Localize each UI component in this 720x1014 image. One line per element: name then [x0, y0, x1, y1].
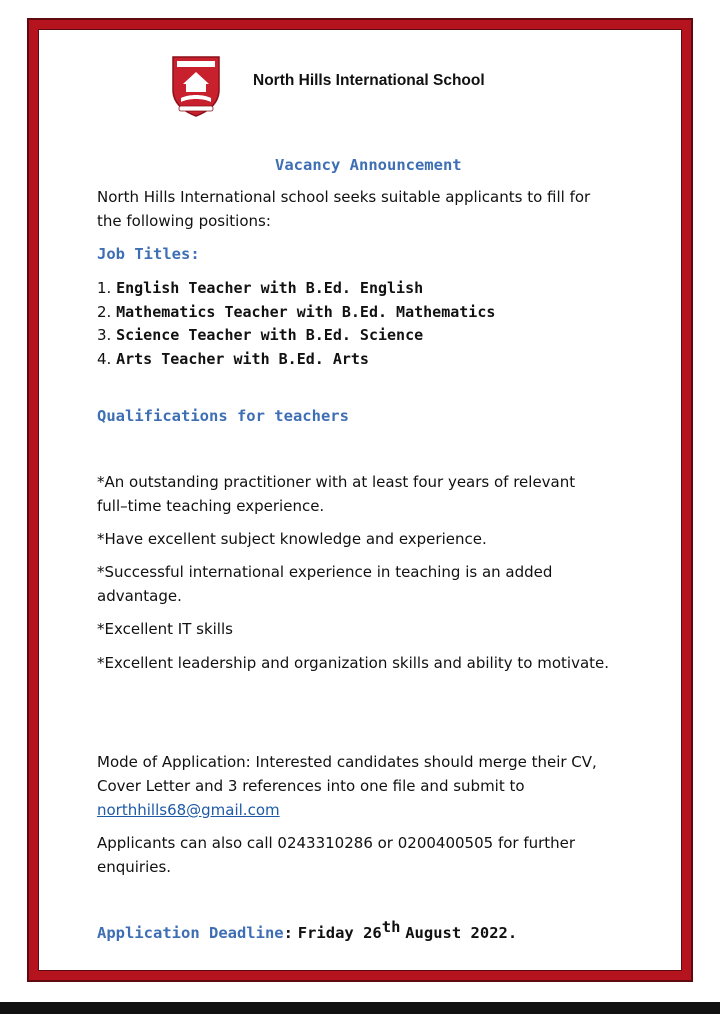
qualification-1-line-2: full–time teaching experience.	[97, 497, 325, 515]
qualification-2: *Have excellent subject knowledge and experience.	[97, 530, 487, 548]
deadline-colon: :	[283, 924, 293, 942]
job-item-number: 4.	[97, 350, 112, 368]
deadline-date-suffix: August 2022.	[405, 924, 518, 942]
qualification-3-line-2: advantage.	[97, 587, 182, 605]
job-titles-heading: Job Titles:	[97, 245, 200, 263]
job-item-text: Mathematics Teacher with B.Ed. Mathematics	[116, 303, 496, 321]
mode-of-application-line-2: Cover Letter and 3 references into one file and submit to	[97, 777, 525, 795]
mode-of-application-line-1: Mode of Application: Interested candidates should merge their CV,	[97, 753, 597, 771]
email-link[interactable]: northhills68@gmail.com	[97, 801, 280, 819]
job-item-text: Science Teacher with B.Ed. Science	[116, 326, 424, 344]
intro-line-2: the following positions:	[97, 212, 271, 230]
qualification-1-line-1: *An outstanding practitioner with at least four years of relevant	[97, 473, 576, 491]
job-item-text: Arts Teacher with B.Ed. Arts	[116, 350, 369, 368]
announcement-title: Vacancy Announcement	[275, 156, 462, 174]
job-item-text: English Teacher with B.Ed. English	[116, 279, 424, 297]
job-item-number: 2.	[97, 303, 112, 321]
call-line-2: enquiries.	[97, 858, 172, 876]
school-name: North Hills International School	[253, 72, 485, 89]
job-item	[97, 323, 423, 347]
job-item-number: 1.	[97, 279, 112, 297]
call-line-1: Applicants can also call 0243310286 or 0200400505 for further	[97, 834, 576, 852]
deadline-date-sup: th	[381, 918, 401, 936]
job-item	[97, 347, 369, 371]
qualifications-heading: Qualifications for teachers	[97, 407, 349, 425]
qualification-4: *Excellent IT skills	[97, 620, 233, 638]
intro-line-1: North Hills International school seeks suitable applicants to fill for	[97, 188, 591, 206]
deadline-label: Application Deadline	[97, 924, 284, 942]
letterhead	[169, 54, 629, 124]
qualification-3-line-1: *Successful international experience in teaching is an added	[97, 563, 553, 581]
job-item-number: 3.	[97, 326, 112, 344]
deadline-date-prefix: Friday 26	[297, 924, 382, 942]
school-crest-icon	[169, 54, 223, 118]
job-item	[97, 300, 495, 324]
page-border	[27, 18, 693, 982]
bottom-edge	[0, 1002, 720, 1014]
job-item	[97, 276, 423, 300]
qualification-5: *Excellent leadership and organization skills and ability to motivate.	[97, 654, 610, 672]
application-deadline	[97, 918, 518, 945]
page-content-area	[38, 29, 682, 971]
